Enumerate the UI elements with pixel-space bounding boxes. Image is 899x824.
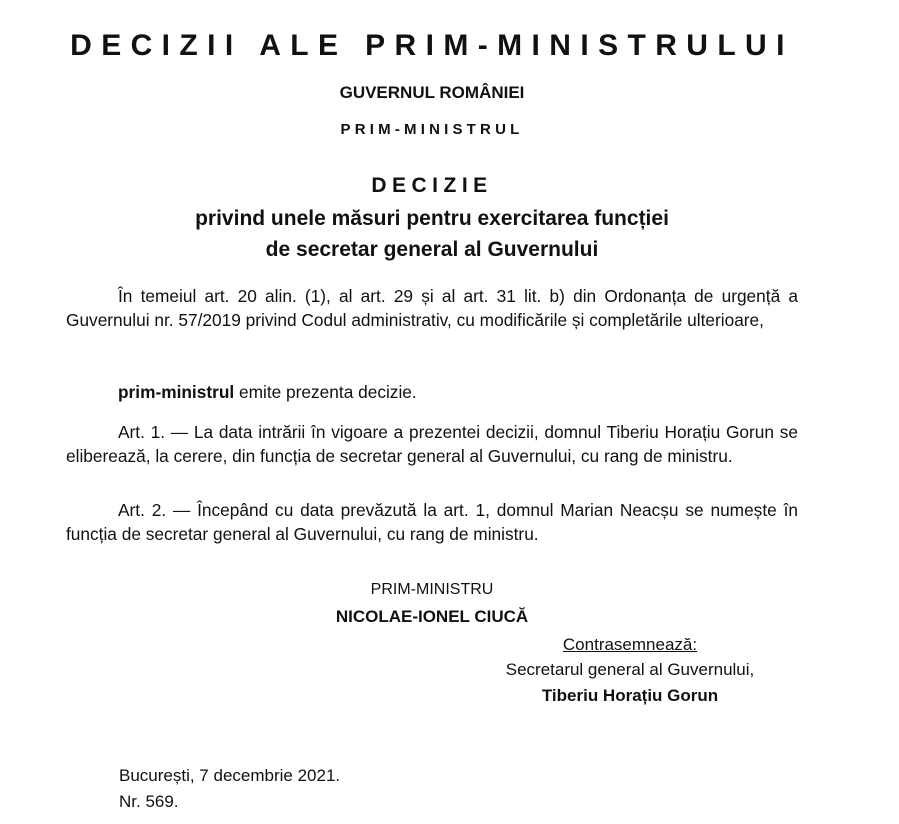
issuer-label: PRIM-MINISTRUL: [340, 121, 524, 138]
signature-title: PRIM-MINISTRU: [370, 581, 494, 598]
section-header: DECIZII ALE PRIM-MINISTRULUI: [70, 29, 794, 62]
countersign-name: Tiberiu Horațiu Gorun: [541, 686, 719, 705]
emitter-rest: emite prezenta decizie.: [234, 382, 417, 402]
signature-name: NICOLAE-IONEL CIUCĂ: [335, 607, 529, 626]
countersign-role: Secretarul general al Guvernului,: [505, 660, 755, 679]
emitter-paragraph: [66, 380, 798, 404]
government-name: GUVERNUL ROMÂNIEI: [339, 83, 525, 102]
preamble-paragraph: În temeiul art. 20 alin. (1), al art. 29 și al art. 31 lit. b) din Ordonanța de urgență a Guvernului nr. 57/2019 privind Codul administrativ, cu modificările și completările ulterioare,: [66, 286, 798, 330]
title-line-1: privind unele măsuri pentru exercitarea funcției: [195, 207, 669, 230]
document-number: Nr. 569.: [119, 792, 179, 811]
article-1: Art. 1. — La data intrării în vigoare a prezentei decizii, domnul Tiberiu Horațiu Gorun se eliberează, la cerere, din funcția de secretar general al Guvernului, cu rang de ministru.: [66, 422, 798, 466]
countersign-label: Contrasemnează:: [562, 635, 698, 654]
document-type: DECIZIE: [371, 174, 493, 197]
article-2: Art. 2. — Începând cu data prevăzută la art. 1, domnul Marian Neacșu se numește în funcția de secretar general al Guvernului, cu rang de ministru.: [66, 500, 798, 544]
title-line-2: de secretar general al Guvernului: [265, 238, 599, 261]
emitter-bold: prim-ministrul: [118, 382, 235, 402]
document-title: [0, 203, 864, 265]
place-date: București, 7 decembrie 2021.: [119, 766, 341, 785]
